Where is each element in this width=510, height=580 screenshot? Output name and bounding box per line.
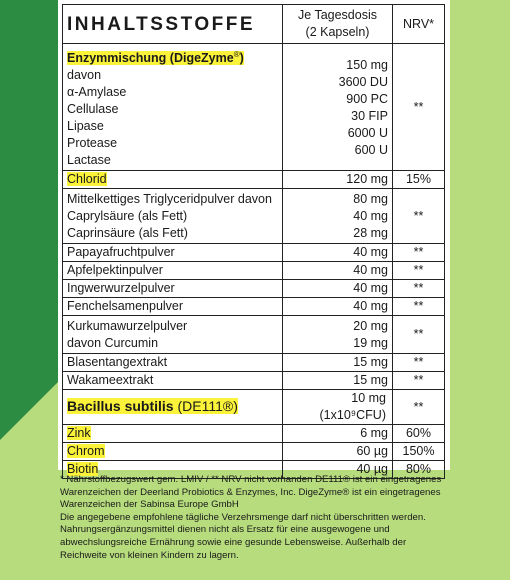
list-item: Protease bbox=[67, 136, 118, 151]
table-row-bacillus: Bacillus subtilis (DE111®) 10 mg (1x10⁹CFU) ** bbox=[63, 390, 445, 425]
list-item: α-Amylase bbox=[67, 85, 127, 100]
table-header bbox=[63, 5, 445, 44]
enzyme-blend-label: Enzymmischung (DigeZyme®) davon bbox=[67, 50, 244, 83]
list-item: Cellulase bbox=[67, 102, 119, 117]
table-row: Wakameextrakt 15 mg ** bbox=[63, 372, 445, 390]
footnote: * Nährstoffbezugswert gem. LMIV / ** NRV nicht vorhanden DE111® ist ein eingetragenes Warenzeichen der Deerland Probiotics & Enzymes, Inc. DigeZyme® ist ein eingetragenes Warenzeichen der Sabinsa Europe GmbH Die angegebene empfohlene tägliche Verzehrsmenge darf nicht überschritten werden. Nahrungsergänzungsmittel dienen nicht als Ersatz für eine ausgewogene und abwechslungsreiche Ernährung sowie eine gesunde Lebensweise. Außerhalb der Reichweite von kleinen Kindern zu lagern. bbox=[60, 474, 442, 561]
table-row-chrom: Chrom 60 µg 150% bbox=[63, 443, 445, 461]
table-row-biotin: Biotin 40 µg 80% bbox=[63, 461, 445, 479]
table-row: Fenchelsamenpulver 40 mg ** bbox=[63, 298, 445, 316]
table-row-zink: Zink 6 mg 60% bbox=[63, 425, 445, 443]
table-row-kurkuma: Kurkumawurzelpulver davon Curcumin 20 mg 19 mg ** bbox=[63, 316, 445, 354]
list-item: Lactase bbox=[67, 153, 111, 168]
table-row: Papayafruchtpulver 40 mg ** bbox=[63, 244, 445, 262]
table-row-mct: Mittelkettiges Triglyceridpulver davon Caprylsäure (als Fett) Caprinsäure (als Fett) 80 mg 40 mg 28 mg ** bbox=[63, 189, 445, 244]
nrv-header: NRV* bbox=[393, 5, 445, 44]
table-row: Blasentangextrakt 15 mg ** bbox=[63, 354, 445, 372]
table-row: Apfelpektinpulver 40 mg ** bbox=[63, 262, 445, 280]
table-title: INHALTSSTOFFE bbox=[63, 5, 283, 44]
table-row-chlorid: Chlorid 120 mg 15% bbox=[63, 171, 445, 189]
ingredients-table bbox=[62, 4, 445, 479]
dose-header: Je Tagesdosis (2 Kapseln) bbox=[283, 5, 393, 44]
table-row-enzyme-blend: Enzymmischung (DigeZyme®) davon α-Amylase Cellulase Lipase Protease Lactase 150 mg 3600 DU 900 PC 30 FIP 6000 U 600 U ** bbox=[63, 44, 445, 171]
table-row: Ingwerwurzelpulver 40 mg ** bbox=[63, 280, 445, 298]
list-item: Lipase bbox=[67, 119, 104, 134]
